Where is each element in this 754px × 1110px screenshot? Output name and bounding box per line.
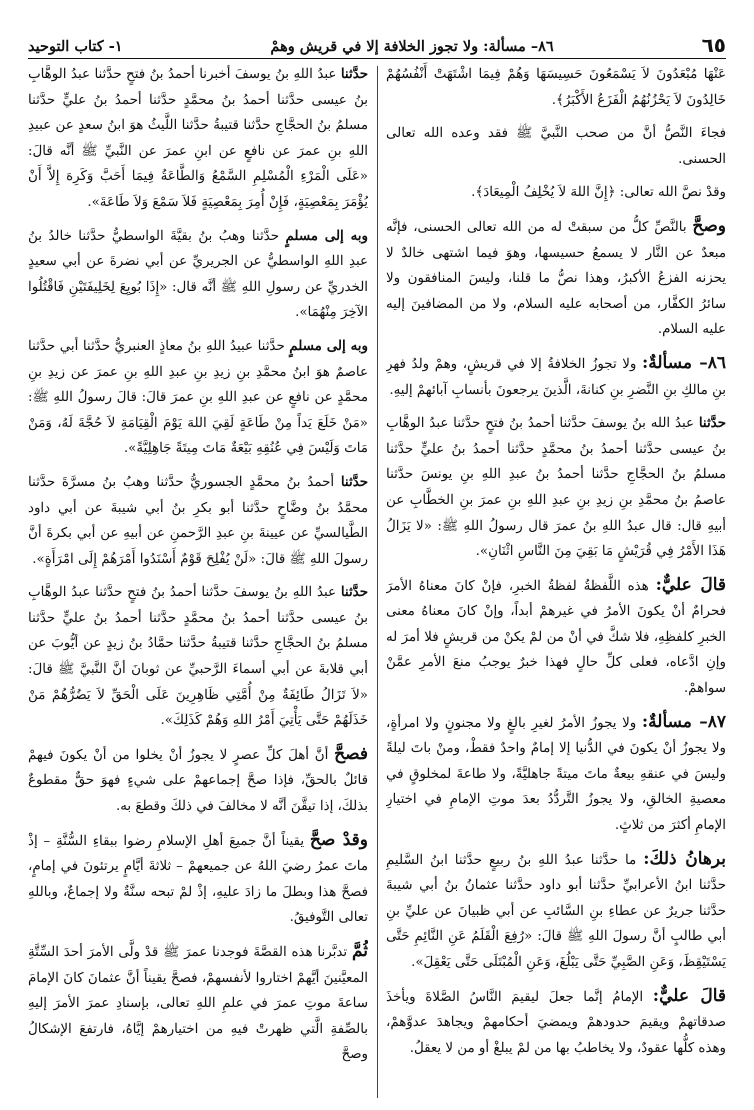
issue-86 [386,351,726,403]
paragraph-text: ولا يجوزُ الأمرُ لغيرِ بالغٍ ولا مجنونٍ ولا امرأةٍ، ولا يجوزُ أنْ يكونَ في الدُّنيا إلا إمامٌ واحدٌ فقطْ، ومنْ باتَ ليلةً وليسَ في عنقهِ بيعةٌ ماتَ ميتةً جاهليَّةً، ولا طاعةَ لمخلوقٍ في معصيةِ الخالقِ، ولا يجوزُ التَّردُّدُ بعدَ موتِ الإمامِ في اختيارِ الإمامِ أكثرَ من ثلاثٍ. [386,715,726,834]
paragraph-lead: وصحَّ [692,215,726,236]
issue-87 [386,710,726,839]
left-column [28,62,368,1098]
paragraph-lead: وبه إلى مسلمٍ [289,337,368,354]
paragraph-text: حدَّثنا وهبُ بنُ بقيَّةَ الواسطيُّ حدَّثنا خالدُ بنُ عبدِ اللهِ الواسطيُّ عن الجريريِّ عن أبي نضرةَ عن أبي سعيدٍ الخدريِّ عن رسولِ اللهِ ﷺ أنَّه قال: «إِذَا بُويِعَ لِخَلِيفَتَيْنِ فَاقْتُلُوا الآخِرَ مِنْهُمَا». [28,228,368,321]
paragraph-text: عبدُ اللهِ بنُ يوسفَ حدَّثنا أحمدُ بنُ فتحٍ حدَّثنا عبدُ الوهَّابِ بنُ عيسى حدَّثنا أحمدُ بنُ محمَّدٍ حدَّثنا أحمدُ بنُ عليٍّ حدَّثنا مسلمُ بنُ الحجَّاجِ حدَّثنا قتيبةُ حدَّثنا حمَّادُ بنُ زيدٍ عن أيُّوبَ عن أبي قلابةَ عن أبي أسماءَ الرَّحبيِّ عن ثوبانَ أنَّ النَّبيَّ ﷺ قالَ: «لاَ تَزَالُ طَائِفَةٌ مِنْ أُمَّتِي ظَاهِرِينَ عَلَى الْحَقِّ لاَ يَضُرُّهُمْ مَنْ خَذَلَهُمْ حَتَّى يَأْتِيَ أَمْرُ اللهِ وَهُمْ كَذَلِكَ». [28,585,368,729]
paragraph-text: الإمامُ إنَّما جعلَ ليقيمَ النَّاسُ الصَّلاةَ ويأخذَ صدقاتهمْ ويقيمَ حدودهمْ ويمضيَ أحكامهمْ ويجاهدَ عدوَّهمْ، وهذه كلُّها عقودٌ، ولا يخاطبُ بها من لمْ يبلغْ أو من لا يعقلُ. [386,989,726,1056]
paragraph [28,62,368,216]
paragraph [28,470,368,572]
paragraph-text: ما حدَّثنا عبدُ اللهِ بنُ ربيعٍ حدَّثنا ابنُ السَّليمِ حدَّثنا ابنُ الأعرابيِّ حدَّثنا أبو داود حدَّثنا عثمانُ بنُ أبي شيبةَ حدَّثنا جريرٌ عن عطاءِ بنِ السَّائبِ عن أبي ظبيانَ عن عليِّ بنِ أبي طالبٍ أنَّ رسولَ اللهِ ﷺ قالَ: «رُفِعَ الْقَلَمُ عَنِ النَّائِمِ حَتَّى يَسْتَيْقِظَ، وَعَنِ الصَّبِيِّ حَتَّى يَبْلُغَ، وَعَنِ الْمُبْتَلَى حَتَّى يَعْقِلَ». [386,852,726,970]
paragraph-text: بالنَّصِّ كلُّ من سبقتْ له من الله تعالى الحسنى، فإنَّه مبعدٌ عن النَّار لا يسمعُ حسيسها، وهوَ فيما اشتهى خالدٌ لا يحزنه الفزعُ الأكبرُ، وهذا نصُّ ما قلنا، وليسَ المنافقون ولا سائرُ الكفَّار، من أصحابه عليه السلام، ولا من المضافينَ إليه عليه السلام. [386,219,726,338]
book-name: ١- كتاب التوحيد [28,38,123,55]
paragraph [28,939,368,1068]
issue-heading: ٨٦– مسألةٌ: [641,352,726,373]
page-number: ٦٥ [701,33,726,57]
paragraph-lead: فصحَّ [334,743,368,764]
paragraph [28,742,368,820]
paragraph-text: عَنْهَا مُبْعَدُونَ لاَ يَسْمَعُونَ حَسِيسَهَا وَهُمْ فِيمَا اشْتَهَتْ أَنْفُسُهُمْ خَالِدُونَ لاَ يَحْزُنُهُمُ الْفَزَعُ الأَكْبَرُ﴾. [386,67,726,108]
paragraph [386,411,726,565]
paragraph [28,580,368,734]
paragraph-text: عبدُ الله بنُ يوسفَ حدَّثنا أحمدُ بنُ فتحٍ حدَّثنا عبدُ الوهَّابِ بنُ عيسى حدَّثنا أحمدُ بنُ محمَّدٍ حدَّثنا أحمدُ بنُ عليٍّ حدَّثنا مسلمُ بنُ الحجَّاجِ حدَّثنا أحمدُ بنُ عبدِ اللهِ بنِ يونسَ حدَّثنا عاصمُ بنُ محمَّدِ بنِ زيدِ بنِ عبدِ اللهِ بنِ عمرَ بنِ الخطَّابِ عن أبيهِ قال: قال عبدُ اللهِ بنُ عمرَ قال رسولُ اللهِ ﷺ: «لا يَزَالُ هَذَا الأَمْرُ فِي قُرَيْشٍ مَا بَقِيَ مِنَ النَّاسِ اثْنَانِ». [386,416,726,560]
running-title: ٨٦– مسألة: ولا تجوز الخلافة إلا في قريش وهمْ [270,38,554,55]
paragraph-lead: حدَّثنا [340,584,368,601]
paragraph-lead: وقدْ صحَّ [309,829,368,850]
paragraph [386,847,726,976]
paragraph-lead: حدَّثنا [698,415,726,432]
paragraph-text: أنَّ أهلَ كلِّ عصرٍ لا يجوزُ أنْ يخلوا من أنْ يكونَ فيهمْ قائلٌ بالحقِّ، فإذا صحَّ إجماعهمْ على شيءٍ فهوَ حقٌّ مقطوعٌ بذلكَ، إذا تيقَّنَ أنَّه لا مخالفَ في ذلكَ وقطعَ به. [28,747,368,815]
paragraph-text: يقيناً أنَّ جميعَ أهلِ الإسلامِ رضوا ببقاءِ السُّنَّةِ – إذْ ماتَ عمرُ رضيَ اللهُ عن جميعهمْ – ثلاثةَ أيَّامٍ يرتئونَ في إمامٍ، فصحَّ هذا وبطلَ ما زادَ عليهِ، إذْ لمْ تبحه سنَّةٌ ولا إجماعٌ، وباللهِ تعالى التَّوفيقُ. [28,833,368,926]
paragraph-lead: برهانُ ذلكَ: [643,848,726,869]
paragraph-text: تدبَّرنا هذه القصَّةَ فوجدنا عمرَ ﷺ قدْ ولَّى الأمرَ أحدَ السِّتَّةِ المعيَّنينَ أيَّهمْ اختاروا لأنفسهمْ، فصحَّ يقيناً أنَّ عثمانَ كانَ الإمامَ ساعةَ موتِ عمرَ في علمِ اللهِ تعالى، بإسنادِ عمرَ الأمرَ إليهِ بالصِّفةِ الَّتي ظهرتْ فيهِ من اختيارهمْ إيَّاهُ، فارتفعَ الإشكالُ وصحَّ [28,945,368,1063]
paragraph-text: هذه اللَّفظةُ لفظةُ الخبرِ، فإنْ كانَ معناهُ الأمرَ فحرامٌ أنْ يكونَ الأمرُ في غيرهمْ أبداً، وإنْ كانَ معناهُ معنى الخبرِ كلفظِهِ، فلا شكَّ في أنْ من لمْ يكنْ من قريشٍ فلا أمرَ له وإنِ ادَّعاه، فعلى كلِّ حالٍ فهذا خبرٌ يوجبُ منعَ الأمرِ عمَّنْ سواهمْ. [386,578,726,697]
paragraph-lead: حدَّثنا [340,66,368,82]
paragraph [386,121,726,172]
paragraph-text: عبدُ اللهِ بنُ يوسفَ أخبرنا أحمدُ بنُ فتحٍ حدَّثنا عبدُ الوهَّابِ بنُ عيسى حدَّثنا أحمدُ بنُ محمَّدٍ حدَّثنا أحمدُ بنُ عليٍّ حدَّثنا مسلمُ بنُ الحجَّاجِ حدَّثنا قتيبةُ حدَّثنا اللَّيثُ هوَ ابنُ سعدٍ عن عبيدِ اللهِ بنِ عمرَ عن نافعٍ عن ابنِ عمرَ عن النَّبيِّ ﷺ أنَّه قالَ: «عَلَى الْمَرْءِ الْمُسْلِمِ السَّمْعُ وَالطَّاعَةُ فِيمَا أَحَبَّ وَكَرِهَ إِلاَّ أَنْ يُؤْمَرَ بِمَعْصِيَةٍ، فَإِنْ أُمِرَ بِمَعْصِيَةٍ فَلاَ سَمْعَ وَلاَ طَاعَةَ». [28,67,368,210]
column-divider [377,66,378,1098]
paragraph-lead: حدَّثنا [340,473,368,490]
paragraph-lead: قالَ عليٌّ: [652,985,726,1006]
paragraph-text: ولا تجوزُ الخلافةُ إلا في قريشٍ، وهمْ ولدُ فهرِ بنِ مالكِ بنِ النَّضرِ بنِ كنانةَ، الَّذينَ يرجعونَ بأنسابِ آبائهمْ إليهِ. [386,356,726,398]
paragraph [386,214,726,343]
paragraph [386,984,726,1062]
paragraph [28,224,368,326]
page-header [28,34,726,59]
paragraph [386,62,726,113]
paragraph-text: فجاءَ النَّصُّ أنَّ من صحب النَّبيَّ ﷺ فقد وعده الله تعالى الحسنى. [386,126,726,167]
paragraph [28,828,368,931]
paragraph [28,334,368,462]
paragraph-text: وقدْ نصَّ الله تعالى: ﴿إِنَّ اللهَ لاَ يُخْلِفُ الْمِيعَادَ﴾. [471,185,726,201]
issue-heading: ٨٧– مسألةٌ: [641,711,726,732]
paragraph [386,573,726,702]
paragraph-text: أحمدُ بنُ محمَّدٍ الجسوريُّ حدَّثنا وهبُ بنُ مسرَّةَ حدَّثنا محمَّدُ بنُ وضَّاحٍ حدَّثنا أبو بكرِ بنُ أبي شيبةَ عن أبي داود الطَّيالسيِّ عن عيينةَ بنِ عبدِ الرَّحمنِ عن أبيهِ عن أبي بكرةَ أنَّ رسولَ اللهِ ﷺ قالَ: «لَنْ يُفْلِحَ قَوْمٌ أَسْنَدُوا أَمْرَهُمْ إِلَى امْرَأَةٍ». [28,474,368,567]
text-columns [28,62,726,1098]
right-column [386,62,726,1098]
paragraph-lead: وبه إلى مسلمٍ [285,227,368,244]
paragraph-lead: ثُمَّ [351,941,368,961]
paragraph [386,180,726,206]
paragraph-text: حدَّثنا عبيدُ اللهِ بنُ معاذٍ العنبريُّ حدَّثنا أبي حدَّثنا عاصمٌ هوَ ابنُ محمَّدِ بنِ زيدِ بنِ عبدِ اللهِ بنِ عمرَ عن زيدِ بنِ محمَّدٍ عن نافعٍ عن عبدِ اللهِ بنِ عمرَ قالَ: قالَ رسولُ اللهِ ﷺ: «مَنْ خَلَعَ يَداً مِنْ طَاعَةٍ لَقِيَ اللهَ يَوْمَ الْقِيَامَةِ لاَ حُجَّةَ لَهُ، وَمَنْ مَاتَ وَلَيْسَ فِي عُنُقِهِ بَيْعَةٌ مَاتَ مِيتَةً جَاهِلِيَّةً». [28,338,368,457]
paragraph-lead: قالَ عليٌّ: [655,574,726,595]
